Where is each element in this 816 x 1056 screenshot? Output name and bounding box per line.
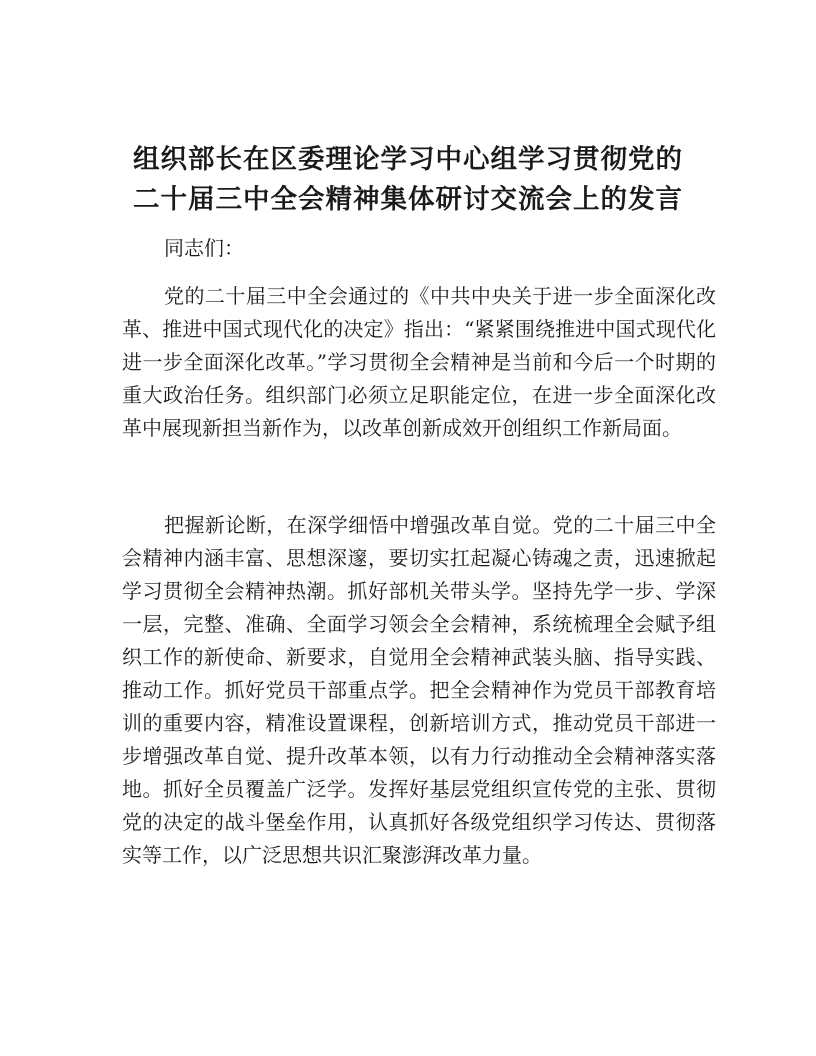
title-line-2: 二十届三中全会精神集体研讨交流会上的发言	[133, 184, 683, 215]
document-title	[100, 140, 716, 220]
title-line-1: 组织部长在区委理论学习中心组学习贯彻党的	[133, 144, 683, 175]
paragraph-2: 把握新论断，在深学细悟中增强改革自觉。党的二十届三中全会精神内涵丰富、思想深邃，要切实扛起凝心铸魂之责，迅速掀起学习贯彻全会精神热潮。抓好部机关带头学。坚持先学一步、学深一层，完整、准确、全面学习领会全会精神，系统梳理全会赋予组织工作的新使命、新要求，自觉用全会精神武装头脑、指导实践、推动工作。抓好党员干部重点学。把全会精神作为党员干部教育培训的重要内容，精准设置课程，创新培训方式，推动党员干部进一步增强改革自觉、提升改革本领，以有力行动推动全会精神落实落地。抓好全员覆盖广泛学。发挥好基层党组织宣传党的主张、贯彻党的决定的战斗堡垒作用，认真抓好各级党组织学习传达、贯彻落实等工作，以广泛思想共识汇聚澎湃改革力量。	[122, 513, 716, 867]
paragraph-1: 党的二十届三中全会通过的《中共中央关于进一步全面深化改革、推进中国式现代化的决定》指出：“紧紧围绕推进中国式现代化进一步全面深化改革。”学习贯彻全会精神是当前和今后一个时期的重大政治任务。组织部门必须立足职能定位，在进一步全面深化改革中展现新担当新作为，以改革创新成效开创组织工作新局面。	[122, 284, 716, 440]
salutation: 同志们：	[164, 236, 244, 260]
